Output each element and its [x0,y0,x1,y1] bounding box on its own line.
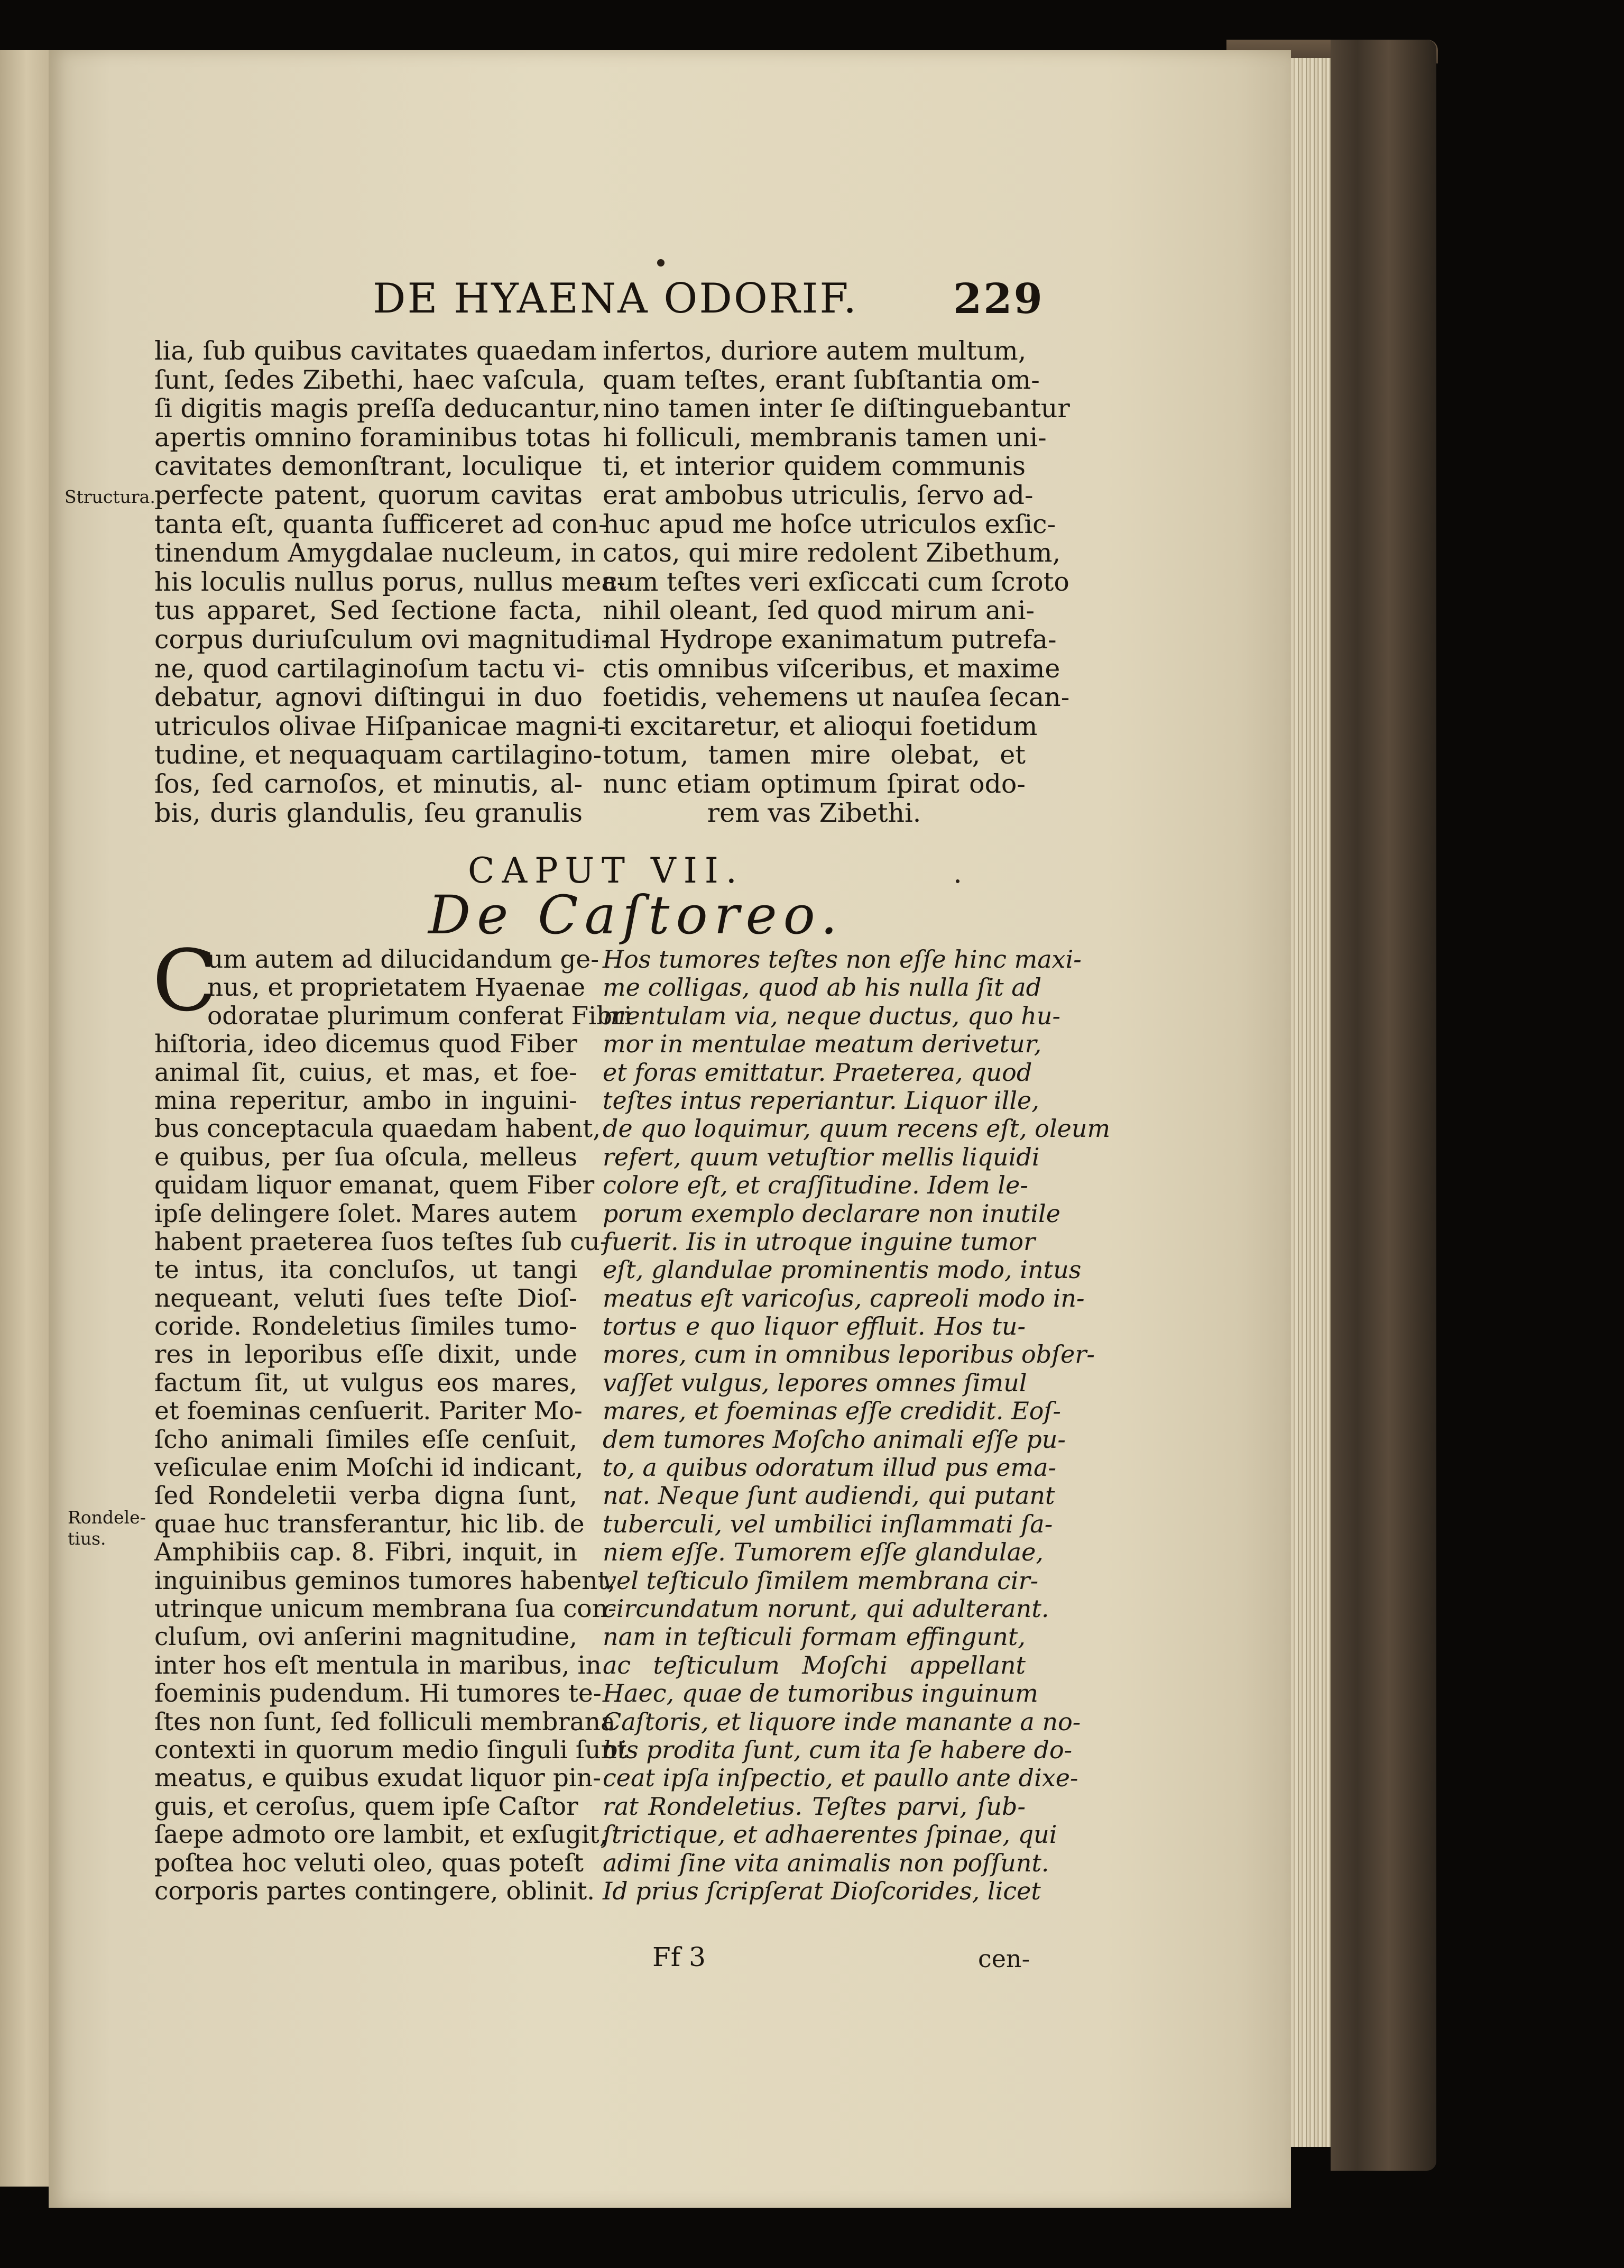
chapter-number: CAPUT VII. [468,850,744,891]
margin-note-rondeletius [68,1507,146,1549]
text-line: tuberculi, vel umbilici inſlammati ſa- [603,1509,1053,1538]
signature-mark: Ff 3 [652,1942,706,1972]
text-line: infertos, duriore autem multum, [603,336,1027,366]
text-line: tus apparet, Sed ſectione facta, [154,595,583,626]
text-line: dem tumores Moſcho animali eſſe pu- [603,1425,1066,1454]
text-line: guis, et ceroſus, quem ipſe Caſtor [154,1792,578,1821]
text-line: nat. Neque ſunt audiendi, qui putant [603,1481,1055,1510]
text-line: teſtes intus reperiantur. Liquor ille, [603,1086,1039,1115]
text-line: hi folliculi, membranis tamen uni- [603,422,1047,453]
text-line: tortus e quo liquor effluit. Hos tu- [603,1312,1026,1341]
text-line: circundatum norunt, qui adulterant. [603,1594,1049,1623]
text-line: tanta eſt, quanta ſufficeret ad con- [154,509,607,539]
text-line: um autem ad dilucidandum ge- [207,945,599,974]
column-top-right [603,336,1070,828]
text-line: et foras emittatur. Praeterea, quod [603,1058,1032,1087]
text-line: nus, et proprietatem Hyaenae [207,973,586,1003]
text-line: inter hos eſt mentula in maribus, in [154,1650,602,1680]
text-line: habent praeterea ſuos teſtes ſub cu- [154,1227,608,1256]
text-line: mal Hydrope exanimatum putrefa- [603,624,1057,655]
text-line: bis prodita ſunt, cum ita ſe habere do- [603,1735,1073,1764]
text-line: porum exemplo declarare non inutile [603,1199,1060,1228]
text-line: et foeminas cenſuerit. Pariter Mo- [154,1397,583,1426]
margin-note-line: Rondele- [68,1507,146,1528]
drop-cap: C [152,931,217,1030]
column-bottom-right [603,945,1111,1905]
text-line: nino tamen inter ſe diſtinguebantur [603,393,1070,424]
text-line: mores, cum in omnibus leporibus obſer- [603,1340,1095,1369]
text-line: ſaepe admoto ore lambit, et exſugit, [154,1820,607,1850]
text-line: bis, duris glandulis, ſeu granulis [154,797,583,828]
text-line: de quo loquimur, quum recens eſt, oleum [603,1114,1111,1143]
text-line: nequeant, veluti ſues teſte Dioſ- [154,1283,577,1313]
text-line: utriculos olivae Hiſpanicae magni- [154,711,606,741]
text-line: res in leporibus eſſe dixit, unde [154,1340,577,1370]
text-line: poſtea hoc veluti oleo, quas poteſt [154,1848,584,1878]
text-line: te intus, ita concluſos, ut tangi [154,1255,577,1285]
margin-note-line: tius. [68,1528,106,1549]
text-line: ipſe delingere ſolet. Mares autem [154,1199,577,1228]
text-line: Caſtoris, et liquore inde manante a no- [603,1707,1081,1736]
running-head: DE HYAENA ODORIF. [373,275,859,323]
text-line: mentulam via, neque ductus, quo hu- [603,1001,1061,1030]
text-line: huc apud me hoſce utriculos exſic- [603,509,1056,539]
column-top-left [154,336,626,828]
text-line: animal ſit, cuius, et mas, et foe- [154,1058,577,1087]
text-line: ti excitaretur, et alioqui foetidum [603,711,1038,741]
text-line: inguinibus geminos tumores habent, [154,1566,616,1595]
text-line: meatus eſt varicoſus, capreoli modo in- [603,1283,1085,1312]
text-line: niem eſſe. Tumorem eſſe glandulae, [603,1538,1044,1567]
text-line: tudine, et nequaquam cartilagino- [154,740,602,770]
catchword: cen- [978,1944,1030,1973]
text-line: ctis omnibus viſceribus, et maxime [603,653,1060,684]
text-line: totum, tamen mire olebat, et [603,740,1026,770]
text-line: corporis partes contingere, oblinit. [154,1876,595,1906]
text-line: ac teſticulum Moſchi appellant [603,1650,1026,1679]
text-line: contexti in quorum medio ſinguli ſunt [154,1735,627,1765]
cover-board [1331,40,1436,2171]
ink-speck [956,879,959,883]
text-line: adimi ſine vita animalis non poſſunt. [603,1848,1049,1877]
text-line: his loculis nullus porus, nullus mea- [154,566,626,597]
text-line: cluſum, ovi anſerini magnitudine, [154,1622,577,1652]
text-line: bus conceptacula quaedam habent, [154,1114,601,1144]
text-line: ſcho animali ſimiles eſſe cenſuit, [154,1425,577,1454]
text-line: refert, quum vetuſtior mellis liquidi [603,1142,1040,1171]
text-line: ne, quod cartilaginoſum tactu vi- [154,653,585,684]
text-line: rat Rondeletius. Teſtes parvi, ſub- [603,1792,1026,1821]
text-line: ſtes non ſunt, ſed folliculi membrana [154,1707,616,1737]
page-number: 229 [953,275,1044,323]
text-line: ſtrictique, et adhaerentes ſpinae, qui [603,1820,1057,1849]
text-line: nunc etiam optimum ſpirat odo- [603,768,1026,799]
text-line: colore eſt, et craſſitudine. Idem le- [603,1171,1028,1200]
text-line: ſos, ſed carnoſos, et minutis, al- [154,768,583,799]
text-line: mina reperitur, ambo in inguini- [154,1086,577,1115]
text-line: meatus, e quibus exudat liquor pin- [154,1764,602,1793]
text-line: debatur, agnovi diſtingui in duo [154,682,583,713]
ink-speck [657,259,665,267]
text-line: vel teſticulo ſimilem membrana cir- [603,1566,1039,1595]
column-bottom-left [154,945,632,1906]
text-line: factum ſit, ut vulgus eos mares, [154,1368,577,1398]
text-line: cum teſtes veri exſiccati cum ſcroto [603,566,1069,597]
text-line: nam in teſticuli formam effingunt, [603,1622,1026,1651]
text-line: foeminis pudendum. Hi tumores te- [154,1679,602,1709]
page-edges [1291,58,1331,2147]
text-line: hiſtoria, ideo dicemus quod Fiber [154,1030,577,1059]
text-line: eſt, glandulae prominentis modo, intus [603,1255,1082,1284]
text-line: coride. Rondeletius ſimiles tumo- [154,1312,577,1342]
text-line: nihil oleant, ſed quod mirum ani- [603,595,1035,626]
text-line: Hos tumores teſtes non eſſe hinc maxi- [603,945,1082,974]
text-line: mares, et foeminas eſſe credidit. Eoſ- [603,1397,1061,1426]
margin-note-structura: Structura. [64,486,155,507]
text-line: quidam liquor emanat, quem Fiber [154,1171,595,1200]
text-line: erat ambobus utriculis, ſervo ad- [603,480,1034,510]
text-line: corpus duriuſculum ovi magnitudi- [154,624,610,655]
text-line: vaſſet vulgus, lepores omnes ſimul [603,1368,1027,1397]
text-line: fuerit. Iis in utroque inguine tumor [603,1227,1036,1256]
text-line: veſiculae enim Moſchi id indicant, [154,1453,584,1483]
text-line: ſunt, ſedes Zibethi, haec vaſcula, [154,364,586,395]
text-line: odoratae plurimum conferat Fibri [207,1001,632,1031]
text-line: quae huc transferantur, hic lib. de [154,1509,585,1539]
text-line: foetidis, vehemens ut nauſea ſecan- [603,682,1070,713]
left-page-edge [0,50,49,2187]
text-line: ceat ipſa inſpectio, et paullo ante dixe- [603,1764,1078,1793]
text-line: me colligas, quod ab his nulla ſit ad [603,973,1042,1002]
text-line: e quibus, per ſua oſcula, melleus [154,1142,577,1172]
text-line: utrinque unicum membrana ſua con- [154,1594,616,1623]
text-line: tinendum Amygdalae nucleum, in [154,538,596,568]
text-line: perfecte patent, quorum cavitas [154,480,583,510]
text-line: apertis omnino foraminibus totas [154,422,591,453]
text-line: mor in mentulae meatum derivetur, [603,1030,1042,1059]
text-line: cavitates demonſtrant, loculique [154,451,583,482]
text-line: Haec, quae de tumoribus inguinum [603,1679,1038,1708]
text-line: ſed Rondeletii verba digna ſunt, [154,1481,577,1511]
chapter-title: De Caſtoreo. [428,884,844,946]
text-line: Id prius ſcripſerat Dioſcorides, licet [603,1876,1041,1905]
text-line: ſi digitis magis preſſa deducantur, [154,393,601,424]
text-line: Amphibiis cap. 8. Fibri, inquit, in [154,1538,577,1567]
text-line: lia, ſub quibus cavitates quaedam [154,336,597,366]
text-line: rem vas Zibethi. [707,797,921,828]
text-line: to, a quibus odoratum illud pus ema- [603,1453,1057,1482]
text-line: quam teſtes, erant ſubſtantia om- [603,364,1040,395]
text-line: ti, et interior quidem communis [603,451,1026,482]
text-line: catos, qui mire redolent Zibethum, [603,538,1061,568]
